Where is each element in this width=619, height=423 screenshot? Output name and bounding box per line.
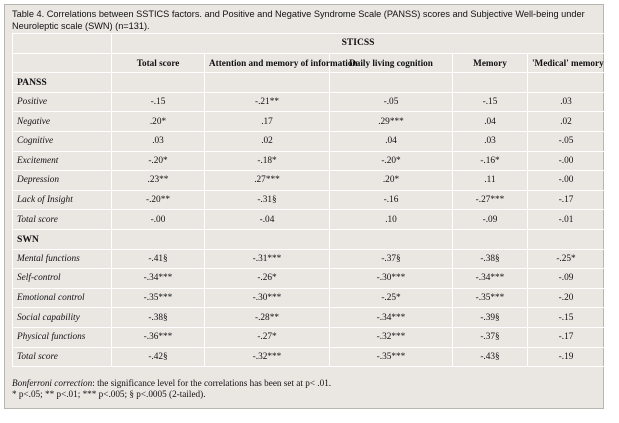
table-cell: .20* (330, 171, 453, 191)
table-cell: .11 (453, 171, 528, 191)
footnote-correction (12, 378, 602, 389)
row-label: Social capability (13, 308, 112, 328)
section-title-panss: PANSS (13, 73, 112, 93)
table-cell: -.30*** (205, 288, 330, 308)
column-header-medical-memory: 'Medical' memory (528, 53, 605, 73)
table-cell: -.41§ (112, 249, 205, 269)
row-label: Negative (13, 112, 112, 132)
table-cell: -.27*** (453, 190, 528, 210)
table-row (13, 347, 605, 367)
table-cell: .03 (528, 92, 605, 112)
table-cell: -.17 (528, 190, 605, 210)
row-label: Lack of Insight (13, 190, 112, 210)
table-cell: -.28** (205, 308, 330, 328)
footnote-significance: * p<.05; ** p<.01; *** p<.005; § p<.0005 (2-tailed). (12, 389, 206, 399)
table-cell: -.17 (528, 327, 605, 347)
table-cell: .02 (528, 112, 605, 132)
table-cell: .23** (112, 171, 205, 191)
table-cell: -.00 (112, 210, 205, 230)
table-cell: -.15 (453, 92, 528, 112)
column-header-daily-living: Daily living cognition (330, 53, 453, 73)
table-row (13, 308, 605, 328)
table-cell: -.01 (528, 210, 605, 230)
column-header-row (13, 53, 605, 73)
column-header-attention-memory: Attention and memory of information (205, 53, 330, 73)
table-row (13, 112, 605, 132)
table-cell: -.04 (205, 210, 330, 230)
table-cell: -.39§ (453, 308, 528, 328)
column-header-total-score: Total score (112, 53, 205, 73)
table-cell: .04 (453, 112, 528, 132)
table-cell: .17 (205, 112, 330, 132)
table-cell: -.19 (528, 347, 605, 367)
footnote-correction-text: : the significance level for the correlations has been set at p< .01. (92, 378, 332, 388)
row-label: Physical functions (13, 327, 112, 347)
table-footnote (12, 378, 602, 400)
correlation-table (12, 33, 605, 367)
table-cell: -.26* (205, 269, 330, 289)
group-header-row (13, 34, 605, 54)
table-cell: .10 (330, 210, 453, 230)
table-cell: -.34*** (112, 269, 205, 289)
footnote-correction-label: Bonferroni correction (12, 378, 93, 388)
row-label: Total score (13, 347, 112, 367)
table-row (13, 92, 605, 112)
table-cell: -.34*** (330, 308, 453, 328)
table-cell: .27*** (205, 171, 330, 191)
table-cell: -.43§ (453, 347, 528, 367)
table-row (13, 327, 605, 347)
table-cell: -.09 (453, 210, 528, 230)
table-cell: -.15 (112, 92, 205, 112)
table-cell: .29*** (330, 112, 453, 132)
table-cell: -.37§ (453, 327, 528, 347)
table-row (13, 190, 605, 210)
table-cell: -.20* (330, 151, 453, 171)
table-cell: -.37§ (330, 249, 453, 269)
table-cell: -.32*** (205, 347, 330, 367)
table-cell: -.18* (205, 151, 330, 171)
table-cell: -.16 (330, 190, 453, 210)
table-cell: -.15 (528, 308, 605, 328)
row-label: Emotional control (13, 288, 112, 308)
header-empty-cell (13, 53, 112, 73)
row-label: Depression (13, 171, 112, 191)
table-row (13, 288, 605, 308)
table-cell: .03 (112, 131, 205, 151)
table-cell: -.35*** (112, 288, 205, 308)
table-cell: -.31§ (205, 190, 330, 210)
table-cell: -.31*** (205, 249, 330, 269)
table-cell: -.09 (528, 269, 605, 289)
row-label: Total score (13, 210, 112, 230)
row-label: Excitement (13, 151, 112, 171)
row-label: Self-control (13, 269, 112, 289)
table-cell: -.36*** (112, 327, 205, 347)
table-cell: -.00 (528, 171, 605, 191)
table-cell: -.30*** (330, 269, 453, 289)
table-cell: .04 (330, 131, 453, 151)
section-row-swn (13, 229, 605, 249)
row-label: Positive (13, 92, 112, 112)
table-cell: .02 (205, 131, 330, 151)
section-title-swn: SWN (13, 229, 112, 249)
table-cell: -.27* (205, 327, 330, 347)
table-row (13, 171, 605, 191)
table-cell: -.35*** (453, 288, 528, 308)
table-cell: .20* (112, 112, 205, 132)
section-row-panss (13, 73, 605, 93)
table-cell: -.20** (112, 190, 205, 210)
table-row (13, 131, 605, 151)
header-empty-cell (13, 34, 112, 54)
table-cell: -.20* (112, 151, 205, 171)
table-cell: -.05 (528, 131, 605, 151)
table-cell: -.34*** (453, 269, 528, 289)
table-cell: -.20 (528, 288, 605, 308)
group-header-sticss: STICSS (112, 34, 605, 54)
row-label: Mental functions (13, 249, 112, 269)
table-row (13, 151, 605, 171)
table-cell: -.32*** (330, 327, 453, 347)
table-cell: .03 (453, 131, 528, 151)
table-cell: -.21** (205, 92, 330, 112)
table-caption: Table 4. Correlations between SSTICS factors. and Positive and Negative Syndrome Scale (PANSS) scores and Subjective Well-being under Neuroleptic scale (SWN) (n=131). (12, 9, 585, 31)
table-cell: -.25* (330, 288, 453, 308)
table-row (13, 269, 605, 289)
table-row (13, 249, 605, 269)
row-label: Cognitive (13, 131, 112, 151)
table-cell: -.05 (330, 92, 453, 112)
table-cell: -.35*** (330, 347, 453, 367)
column-header-memory: Memory (453, 53, 528, 73)
table-cell: -.42§ (112, 347, 205, 367)
table-row (13, 210, 605, 230)
table-cell: -.00 (528, 151, 605, 171)
table-cell: -.25* (528, 249, 605, 269)
table-cell: -.16* (453, 151, 528, 171)
table-cell: -.38§ (112, 308, 205, 328)
table-cell: -.38§ (453, 249, 528, 269)
